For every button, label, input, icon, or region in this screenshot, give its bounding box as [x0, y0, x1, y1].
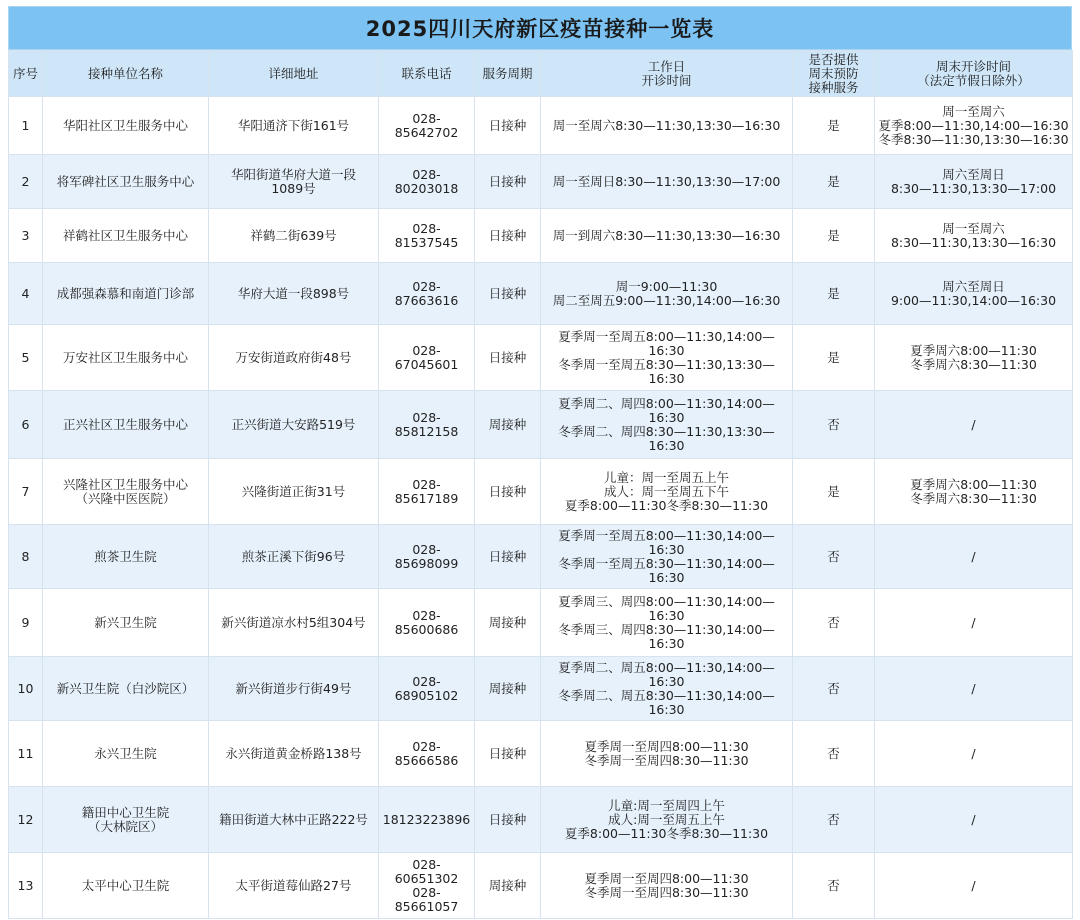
cell-address: 永兴街道黄金桥路138号 [209, 721, 379, 787]
cell-service-cycle: 日接种 [475, 721, 541, 787]
cell-weekday-hours: 夏季周三、周四8:00—11:30,14:00—16:30 冬季周三、周四8:30—11:30,14:00—16:30 [541, 589, 793, 657]
cell-phone: 18123223896 [379, 787, 475, 853]
cell-row-number: 12 [9, 787, 43, 853]
header-cycle: 服务周期 [475, 51, 541, 97]
cell-row-number: 3 [9, 209, 43, 263]
cell-address: 祥鹤二街639号 [209, 209, 379, 263]
cell-weekday-hours: 儿童:周一至周四上午 成人:周一至周五上午 夏季8:00—11:30冬季8:30—11:30 [541, 787, 793, 853]
cell-weekend-hours: / [875, 787, 1073, 853]
table-row [9, 97, 1073, 155]
table-row [9, 391, 1073, 459]
header-weekday-hours: 工作日 开诊时间 [541, 51, 793, 97]
cell-unit-name: 太平中心卫生院 [43, 853, 209, 919]
cell-unit-name: 成都强森慕和南道门诊部 [43, 263, 209, 325]
cell-weekend-service: 否 [793, 853, 875, 919]
cell-service-cycle: 周接种 [475, 391, 541, 459]
cell-weekend-hours: 周六至周日 8:30—11:30,13:30—17:00 [875, 155, 1073, 209]
cell-row-number: 10 [9, 657, 43, 721]
vaccination-table [8, 50, 1073, 919]
cell-weekday-hours: 夏季周二、周五8:00—11:30,14:00—16:30 冬季周二、周五8:30—11:30,14:00—16:30 [541, 657, 793, 721]
cell-weekend-service: 是 [793, 155, 875, 209]
cell-unit-name: 正兴社区卫生服务中心 [43, 391, 209, 459]
cell-unit-name: 煎茶卫生院 [43, 525, 209, 589]
cell-unit-name: 华阳社区卫生服务中心 [43, 97, 209, 155]
cell-weekend-hours: 周一至周六 8:30—11:30,13:30—16:30 [875, 209, 1073, 263]
cell-weekend-service: 否 [793, 657, 875, 721]
cell-weekend-hours: 夏季周六8:00—11:30 冬季周六8:30—11:30 [875, 325, 1073, 391]
cell-weekend-hours: / [875, 853, 1073, 919]
cell-service-cycle: 日接种 [475, 525, 541, 589]
cell-service-cycle: 日接种 [475, 787, 541, 853]
cell-row-number: 9 [9, 589, 43, 657]
cell-phone: 028-85698099 [379, 525, 475, 589]
cell-unit-name: 新兴卫生院（白沙院区） [43, 657, 209, 721]
cell-weekend-service: 是 [793, 459, 875, 525]
cell-row-number: 6 [9, 391, 43, 459]
cell-weekday-hours: 夏季周一至周五8:00—11:30,14:00—16:30 冬季周一至周五8:30—11:30,14:00—16:30 [541, 525, 793, 589]
cell-service-cycle: 周接种 [475, 589, 541, 657]
header-row [9, 51, 1073, 97]
cell-phone: 028-80203018 [379, 155, 475, 209]
table-title: 2025四川天府新区疫苗接种一览表 [8, 6, 1072, 50]
cell-address: 新兴街道步行街49号 [209, 657, 379, 721]
table-row [9, 589, 1073, 657]
cell-weekend-hours: / [875, 657, 1073, 721]
cell-row-number: 13 [9, 853, 43, 919]
cell-phone: 028-60651302 028-85661057 [379, 853, 475, 919]
cell-service-cycle: 日接种 [475, 97, 541, 155]
cell-phone: 028-85600686 [379, 589, 475, 657]
cell-weekend-service: 是 [793, 263, 875, 325]
cell-weekend-hours: / [875, 589, 1073, 657]
cell-weekend-hours: 夏季周六8:00—11:30 冬季周六8:30—11:30 [875, 459, 1073, 525]
cell-phone: 028-68905102 [379, 657, 475, 721]
cell-unit-name: 籍田中心卫生院 （大林院区） [43, 787, 209, 853]
cell-weekend-service: 否 [793, 721, 875, 787]
cell-address: 籍田街道大林中正路222号 [209, 787, 379, 853]
cell-address: 兴隆街道正街31号 [209, 459, 379, 525]
cell-weekday-hours: 周一到周六8:30—11:30,13:30—16:30 [541, 209, 793, 263]
cell-phone: 028-85642702 [379, 97, 475, 155]
cell-weekday-hours: 夏季周一至周四8:00—11:30 冬季周一至周四8:30—11:30 [541, 721, 793, 787]
cell-address: 太平街道莓仙路27号 [209, 853, 379, 919]
table-row [9, 657, 1073, 721]
cell-row-number: 2 [9, 155, 43, 209]
vaccination-sheet [8, 6, 1072, 919]
cell-weekend-hours: / [875, 721, 1073, 787]
cell-weekend-service: 是 [793, 325, 875, 391]
table-row [9, 209, 1073, 263]
table-row [9, 787, 1073, 853]
cell-weekend-hours: / [875, 391, 1073, 459]
table-row [9, 155, 1073, 209]
cell-weekend-service: 否 [793, 787, 875, 853]
cell-service-cycle: 日接种 [475, 459, 541, 525]
cell-unit-name: 将军碑社区卫生服务中心 [43, 155, 209, 209]
cell-unit-name: 万安社区卫生服务中心 [43, 325, 209, 391]
cell-weekend-hours: / [875, 525, 1073, 589]
cell-weekend-hours: 周一至周六 夏季8:00—11:30,14:00—16:30 冬季8:30—11:30,13:30—16:30 [875, 97, 1073, 155]
cell-phone: 028-85617189 [379, 459, 475, 525]
cell-address: 华府大道一段898号 [209, 263, 379, 325]
cell-phone: 028-85666586 [379, 721, 475, 787]
cell-weekday-hours: 夏季周二、周四8:00—11:30,14:00—16:30 冬季周二、周四8:30—11:30,13:30—16:30 [541, 391, 793, 459]
header-no: 序号 [9, 51, 43, 97]
cell-row-number: 4 [9, 263, 43, 325]
cell-row-number: 7 [9, 459, 43, 525]
cell-unit-name: 永兴卫生院 [43, 721, 209, 787]
cell-phone: 028-85812158 [379, 391, 475, 459]
cell-weekday-hours: 夏季周一至周四8:00—11:30 冬季周一至周四8:30—11:30 [541, 853, 793, 919]
cell-row-number: 8 [9, 525, 43, 589]
header-name: 接种单位名称 [43, 51, 209, 97]
cell-address: 煎茶正溪下街96号 [209, 525, 379, 589]
cell-weekend-hours: 周六至周日 9:00—11:30,14:00—16:30 [875, 263, 1073, 325]
cell-row-number: 11 [9, 721, 43, 787]
cell-weekend-service: 是 [793, 209, 875, 263]
cell-service-cycle: 日接种 [475, 263, 541, 325]
cell-weekend-service: 否 [793, 525, 875, 589]
cell-phone: 028-87663616 [379, 263, 475, 325]
cell-weekday-hours: 儿童：周一至周五上午 成人：周一至周五下午 夏季8:00—11:30冬季8:30—11:30 [541, 459, 793, 525]
cell-address: 新兴街道凉水村5组304号 [209, 589, 379, 657]
cell-phone: 028-81537545 [379, 209, 475, 263]
cell-weekend-service: 否 [793, 391, 875, 459]
table-row [9, 853, 1073, 919]
cell-weekend-service: 是 [793, 97, 875, 155]
cell-service-cycle: 日接种 [475, 209, 541, 263]
cell-weekend-service: 否 [793, 589, 875, 657]
cell-address: 华阳通济下街161号 [209, 97, 379, 155]
cell-unit-name: 祥鹤社区卫生服务中心 [43, 209, 209, 263]
cell-weekday-hours: 夏季周一至周五8:00—11:30,14:00—16:30 冬季周一至周五8:30—11:30,13:30—16:30 [541, 325, 793, 391]
table-row [9, 459, 1073, 525]
cell-address: 正兴街道大安路519号 [209, 391, 379, 459]
table-row [9, 721, 1073, 787]
cell-weekday-hours: 周一至周六8:30—11:30,13:30—16:30 [541, 97, 793, 155]
table-row [9, 263, 1073, 325]
header-weekend-hours: 周末开诊时间 （法定节假日除外） [875, 51, 1073, 97]
cell-service-cycle: 周接种 [475, 657, 541, 721]
cell-unit-name: 兴隆社区卫生服务中心 （兴隆中医医院） [43, 459, 209, 525]
cell-address: 华阳街道华府大道一段 1089号 [209, 155, 379, 209]
table-row [9, 325, 1073, 391]
cell-service-cycle: 日接种 [475, 325, 541, 391]
header-phone: 联系电话 [379, 51, 475, 97]
cell-service-cycle: 周接种 [475, 853, 541, 919]
header-address: 详细地址 [209, 51, 379, 97]
cell-phone: 028-67045601 [379, 325, 475, 391]
cell-row-number: 1 [9, 97, 43, 155]
cell-unit-name: 新兴卫生院 [43, 589, 209, 657]
cell-weekday-hours: 周一至周日8:30—11:30,13:30—17:00 [541, 155, 793, 209]
cell-row-number: 5 [9, 325, 43, 391]
header-weekend-service: 是否提供 周末预防 接种服务 [793, 51, 875, 97]
cell-weekday-hours: 周一9:00—11:30 周二至周五9:00—11:30,14:00—16:30 [541, 263, 793, 325]
cell-service-cycle: 日接种 [475, 155, 541, 209]
table-row [9, 525, 1073, 589]
cell-address: 万安街道政府街48号 [209, 325, 379, 391]
